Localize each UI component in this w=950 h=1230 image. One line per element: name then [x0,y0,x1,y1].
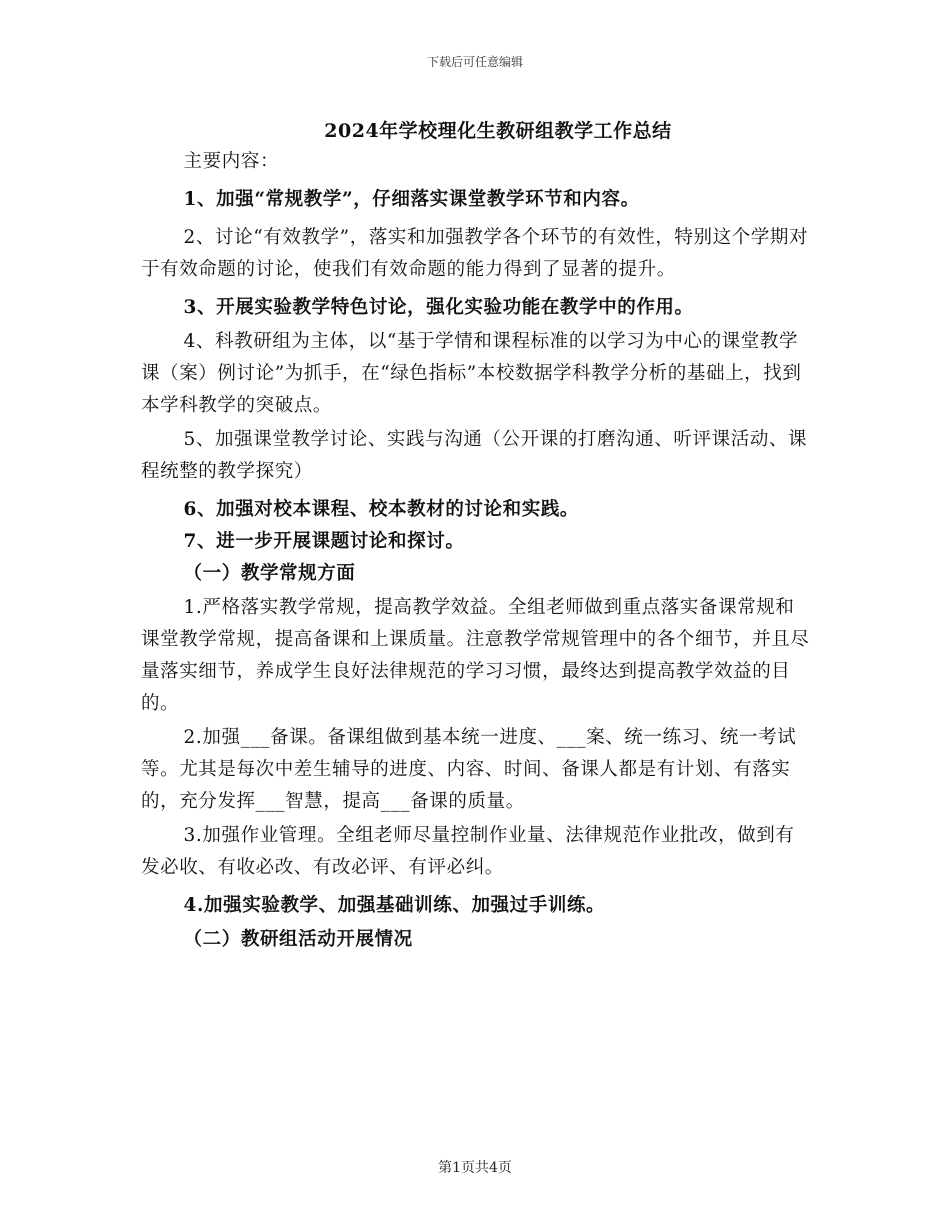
paragraph-main-contents-label: 主要内容： [183,151,280,172]
paragraph-item-5: 5、加强课堂教学讨论、实践与沟通（公开课的打磨沟通、听评课活动、课程统整的教学探究） [141,429,808,482]
paragraph-item-1: 1、加强“常规教学”，仔细落实课堂教学环节和内容。 [183,189,640,210]
page-indicator: 第1页共4页 [438,1160,512,1176]
document-title: 2024年学校理化生教研组教学工作总结 [324,120,672,142]
paragraph-routine-4: 4.加强实验教学、加强基础训练、加强过手训练。 [183,895,606,916]
document-body [141,146,813,956]
section-heading-teaching-routine: （一）教学常规方面 [183,563,356,584]
paragraph-routine-1: 1.严格落实教学常规，提高教学效益。全组老师做到重点落实备课常规和课堂教学常规，提高备课和上课质量。注意教学常规管理中的各个细节，并且尽量落实细节，养成学生良好法律规范的学习习惯，最终达到提高教学效益的目的。 [141,597,810,714]
paragraph-item-6: 6、加强对校本课程、校本教材的讨论和实践。 [183,499,580,520]
paragraph-routine-2: 2.加强___备课。备课组做到基本统一进度、___案、统一练习、统一考试等。尤其是每次中差生辅导的进度、内容、时间、备课人都是有计划、有落实的，充分发挥___智慧，提高___备课的质量。 [141,727,797,812]
section-heading-group-activities: （二）教研组活动开展情况 [183,929,413,950]
paragraph-item-2: 2、讨论“有效教学”，落实和加强教学各个环节的有效性，特别这个学期对于有效命题的讨论，使我们有效命题的能力得到了显著的提升。 [141,227,809,280]
paragraph-routine-3: 3.加强作业管理。全组老师尽量控制作业量、法律规范作业批改，做到有发必收、有收必改、有改必评、有评必纠。 [141,825,795,878]
header-note: 下载后可任意编辑 [426,55,523,69]
paragraph-item-3: 3、开展实验教学特色讨论，强化实验功能在教学中的作用。 [183,297,694,318]
paragraph-item-7: 7、进一步开展课题讨论和探讨。 [183,531,465,552]
paragraph-item-4: 4、科教研组为主体，以“基于学情和课程标准的以学习为中心的课堂教学课（案）例讨论”为抓手，在“绿色指标”本校数据学科教学分析的基础上，找到本学科教学的突破点。 [141,331,802,416]
